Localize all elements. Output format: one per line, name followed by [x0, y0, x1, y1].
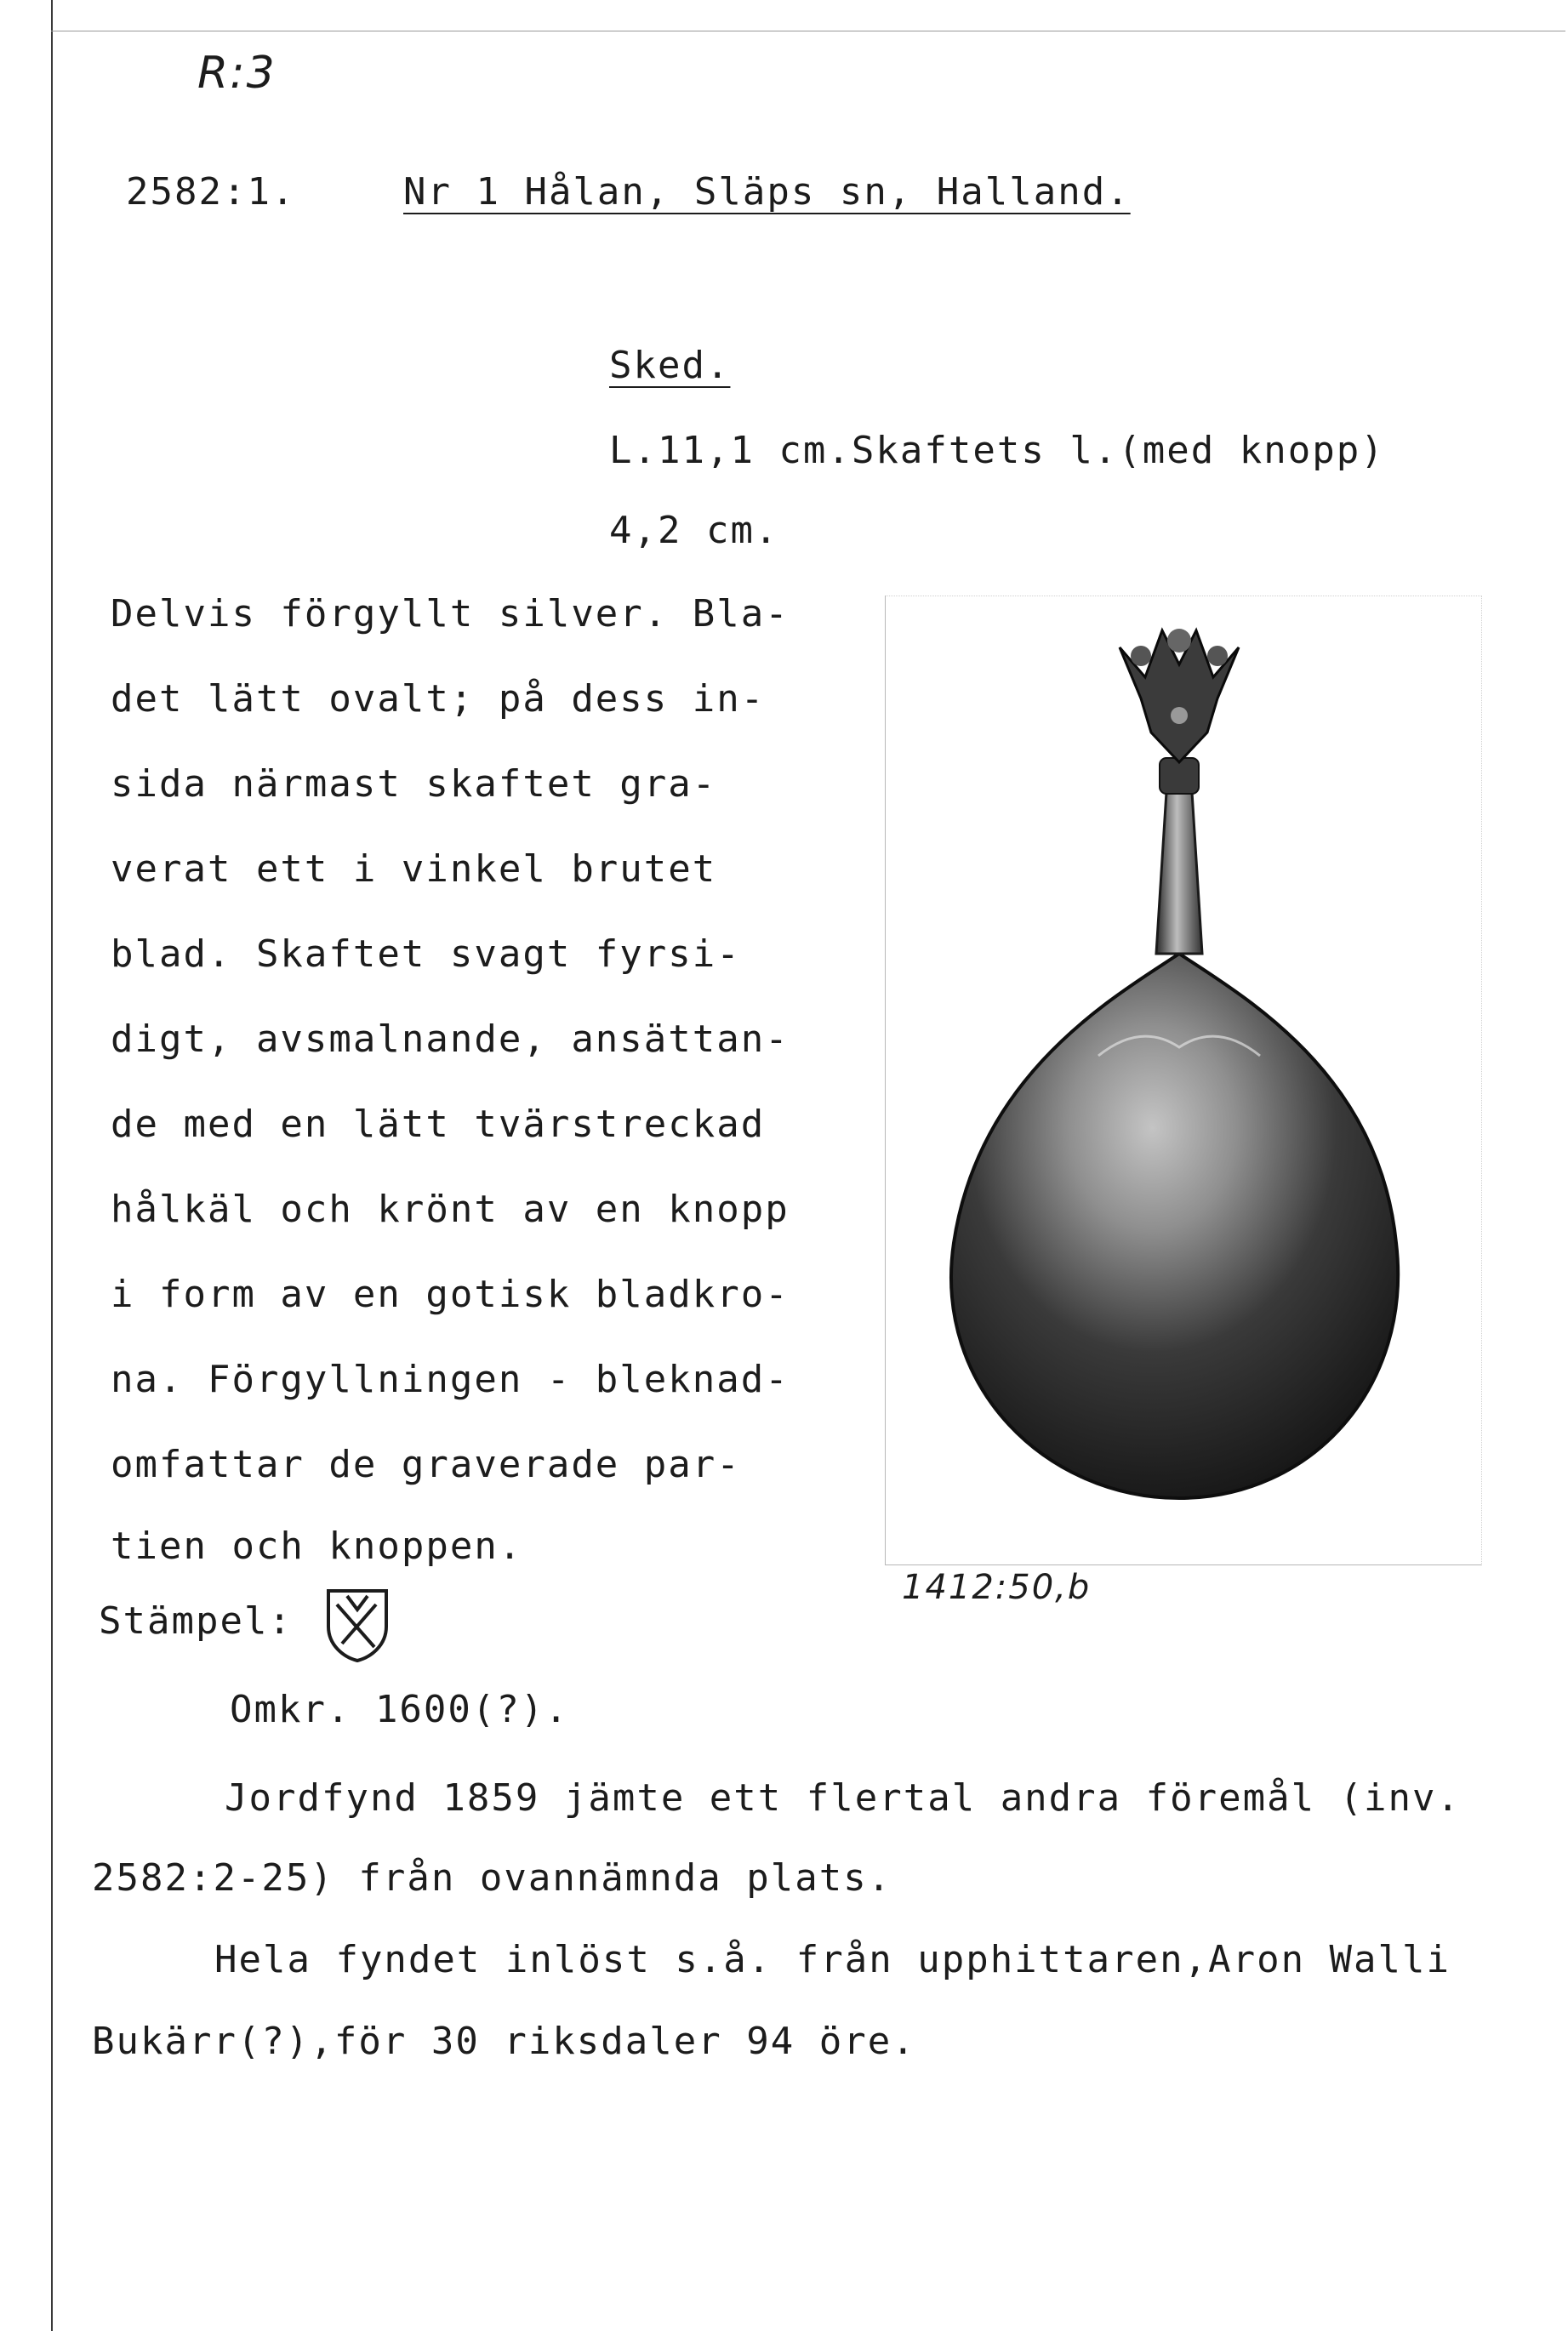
description-line: i form av en gotisk bladkro- [111, 1273, 790, 1316]
description-line: sida närmast skaftet gra- [111, 762, 717, 806]
description-line: det lätt ovalt; på dess in- [111, 677, 766, 721]
dating: Omkr. 1600(?). [230, 1688, 569, 1731]
description-line: omfattar de graverade par- [111, 1443, 741, 1486]
description-line: blad. Skaftet svagt fyrsi- [111, 932, 741, 976]
dimensions-line-1: L.11,1 cm.Skaftets l.(med knopp) [609, 429, 1385, 472]
description-line: Delvis förgyllt silver. Bla- [111, 592, 790, 635]
find-line: Bukärr(?),för 30 riksdaler 94 öre. [92, 2020, 916, 2063]
shelf-mark: R:3 [197, 48, 277, 99]
inventory-number: 2582:1. [126, 170, 296, 214]
maker-mark-shield-icon [323, 1584, 391, 1662]
description-line: verat ett i vinkel brutet [111, 847, 717, 891]
photo-reference: 1412:50,b [902, 1568, 1092, 1607]
spoon-icon [886, 596, 1481, 1564]
find-location: Nr 1 Hålan, Släps sn, Halland. [403, 170, 1131, 214]
card-left-edge [51, 0, 53, 2331]
stamp-label: Stämpel: [99, 1599, 293, 1643]
description-line: hålkäl och krönt av en knopp [111, 1188, 790, 1231]
spoon-photograph [885, 596, 1482, 1565]
object-name: Sked. [609, 344, 731, 387]
dimensions-line-2: 4,2 cm. [609, 509, 779, 552]
description-line: de med en lätt tvärstreckad [111, 1103, 766, 1146]
find-line: 2582:2-25) från ovannämnda plats. [92, 1856, 892, 1900]
description-line: na. Förgyllningen - bleknad- [111, 1358, 790, 1401]
find-line: Hela fyndet inlöst s.å. från upphittaren,Aron Walli [214, 1938, 1451, 1981]
find-line: Jordfynd 1859 jämte ett flertal andra föremål (inv. [225, 1776, 1462, 1820]
description-line: tien och knoppen. [111, 1525, 523, 1568]
description-line: digt, avsmalnande, ansättan- [111, 1017, 790, 1061]
